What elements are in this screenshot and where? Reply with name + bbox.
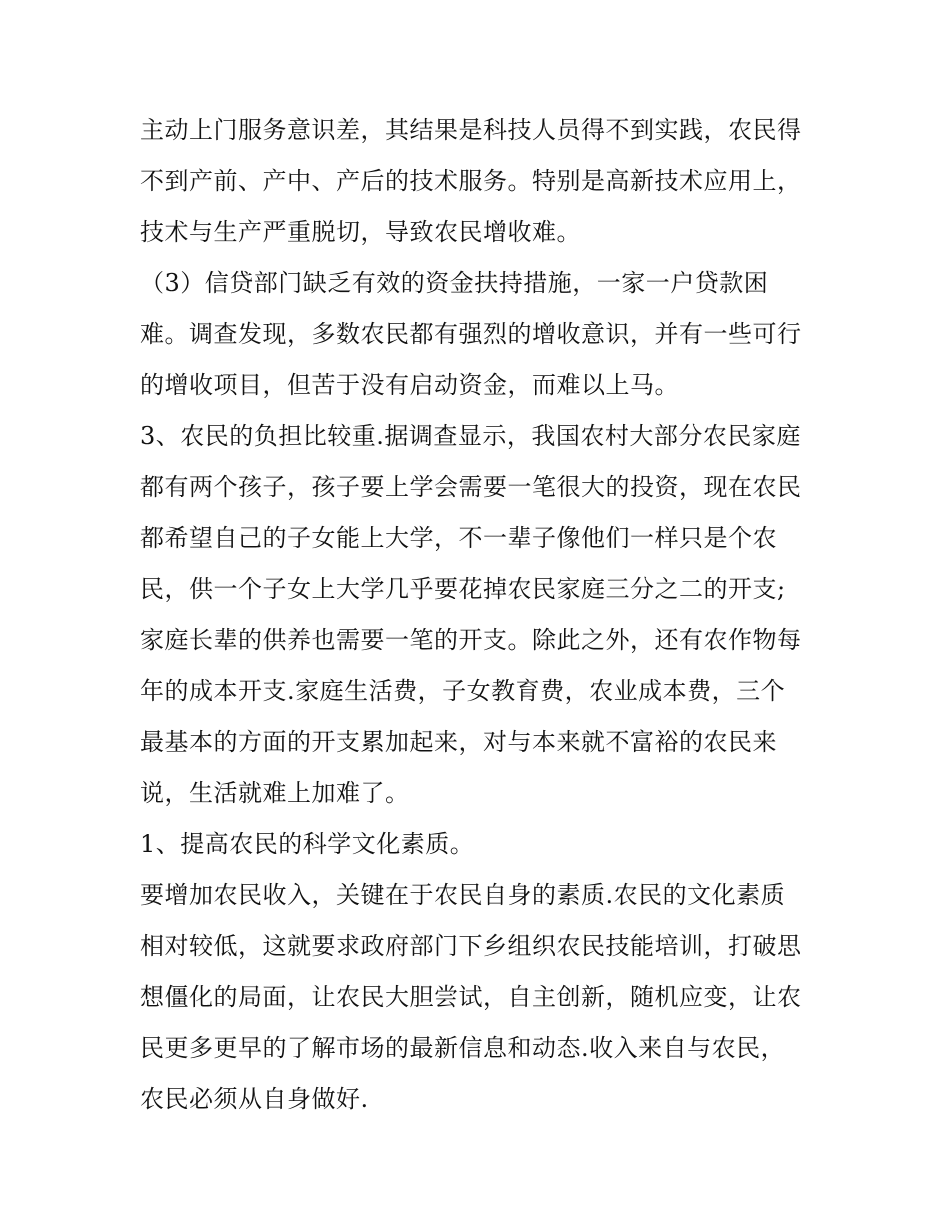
- text-line: 要增加农民收入，关键在于农民自身的素质.农民的文化素质: [140, 881, 786, 909]
- text-line: 说，生活就难上加难了。: [140, 779, 410, 807]
- text-line: 都有两个孩子，孩子要上学会需要一笔很大的投资，现在农民: [140, 473, 802, 501]
- text-line: 相对较低，这就要求政府部门下乡组织农民技能培训，打破思: [140, 932, 802, 960]
- text-line: 民更多更早的了解市场的最新信息和动态.收入来自与农民，: [140, 1034, 786, 1062]
- text-line: 都希望自己的子女能上大学，不一辈子像他们一样只是个农: [140, 524, 777, 552]
- text-line: 技术与生产严重脱切，导致农民增收难。: [140, 218, 581, 246]
- text-line: 年的成本开支.家庭生活费，子女教育费，农业成本费，三个: [140, 677, 786, 705]
- text-line: 家庭长辈的供养也需要一笔的开支。除此之外，还有农作物每: [140, 626, 802, 654]
- text-line: 最基本的方面的开支累加起来，对与本来就不富裕的农民来: [140, 728, 777, 756]
- text-line: 主动上门服务意识差，其结果是科技人员得不到实践，农民得: [140, 116, 802, 144]
- text-line: 1、提高农民的科学文化素质。: [140, 830, 475, 858]
- text-line: 3、农民的负担比较重.据调查显示，我国农村大部分农民家庭: [140, 422, 801, 450]
- text-line: （3）信贷部门缺乏有效的资金扶持措施，一家一户贷款困: [140, 269, 769, 297]
- body-text: [140, 110, 830, 1130]
- text-line: 想僵化的局面，让农民大胆尝试，自主创新，随机应变，让农: [140, 983, 802, 1011]
- text-line: 民，供一个子女上大学几乎要花掉农民家庭三分之二的开支;: [140, 575, 786, 603]
- text-line: 农民必须从自身做好.: [140, 1085, 369, 1113]
- text-line: 的增收项目，但苦于没有启动资金，而难以上马。: [140, 371, 679, 399]
- text-line: 难。调查发现，多数农民都有强烈的增收意识，并有一些可行: [140, 320, 802, 348]
- text-line: 不到产前、产中、产后的技术服务。特别是高新技术应用上，: [140, 167, 802, 195]
